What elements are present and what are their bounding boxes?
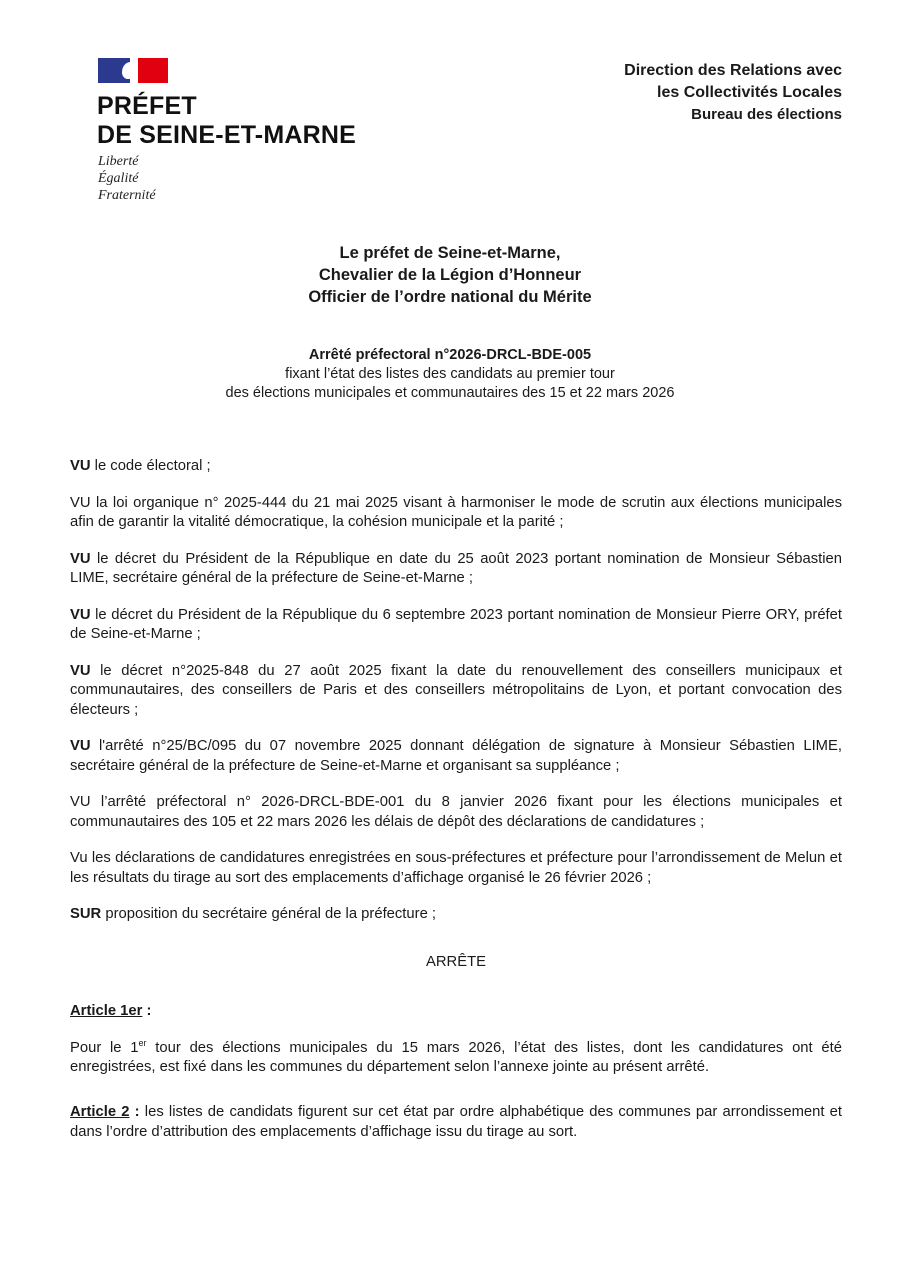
french-flag-logo: [98, 58, 168, 83]
visa-paragraph: [70, 905, 842, 925]
arrete-number: Arrêté préfectoral n°2026-DRCL-BDE-005: [308, 347, 592, 363]
visa-text: l'arrêté n°25/BC/095 du 07 novembre 2025 donnant délégation de signature à Monsieur Sébastien LIME, secrétaire général de la préfecture de Seine-et-Marne et organisant sa suppléance ;: [70, 738, 847, 774]
visa-lead: VU: [70, 458, 91, 474]
visa-lead: Vu: [70, 850, 88, 866]
visa-paragraph: [70, 793, 847, 832]
visa-paragraph: [70, 662, 847, 721]
article-1-heading: [70, 1002, 842, 1022]
motto-egalite: Égalité: [98, 171, 139, 186]
arrete-subject-1: fixant l’état des listes des candidats au premier tour: [285, 366, 615, 382]
article-2-text: les listes de candidats figurent sur cet état par ordre alphabétique des communes par arrondissement et dans l’ordre d’attribution des emplacements d’affichage issu du tirage au sort.: [70, 1104, 842, 1140]
prefect-title: [0, 242, 900, 308]
visa-paragraph: [70, 849, 847, 888]
department-line-1: Direction des Relations avec: [624, 62, 842, 79]
document-body: [70, 457, 847, 1159]
visas-list: [70, 457, 847, 925]
article-1-title: Article 1er: [70, 1003, 143, 1019]
article-2: [70, 1103, 842, 1142]
visa-lead: VU: [70, 550, 91, 567]
republic-motto: [98, 153, 156, 204]
department-header: [624, 60, 842, 126]
visa-text: le décret du Président de la République en date du 25 août 2023 portant nomination de Monsieur Sébastien LIME, secrétaire général de la préfecture de Seine-et-Marne ;: [70, 550, 847, 586]
colon: :: [129, 1104, 140, 1121]
visa-text: le décret du Président de la République du 6 septembre 2023 portant nomination de Monsieur Pierre ORY, préfet de Seine-et-Marne ;: [70, 606, 847, 642]
visa-paragraph: [70, 550, 847, 589]
visa-paragraph: [70, 457, 842, 477]
arrete-heading: [0, 346, 900, 403]
org-line-1: PRÉFET: [97, 92, 197, 120]
prefecture-name: [97, 92, 356, 150]
arrete-subject-2: des élections municipales et communautaires des 15 et 22 mars 2026: [225, 385, 675, 401]
visa-text: l’arrêté préfectoral n° 2026-DRCL-BDE-001 du 8 janvier 2026 fixant pour les élections municipales et communautaires des 105 et 22 mars 2026 les délais de dépôt des déclarations de candidatures ;: [70, 794, 847, 830]
visa-text: le décret n°2025-848 du 27 août 2025 fixant la date du renouvellement des conseillers municipaux et communautaires, des conseillers de Paris et des conseillers métropolitains de Lyon, et portant convocation des électeurs ;: [70, 662, 847, 718]
text: Pour le 1: [70, 1039, 139, 1056]
visa-lead: VU: [70, 494, 91, 511]
visa-text: la loi organique n° 2025-444 du 21 mai 2025 visant à harmoniser le mode de scrutin aux élections municipales afin de garantir la vitalité démocratique, la cohésion municipale et la parité ;: [70, 494, 847, 530]
visa-lead: VU: [70, 794, 91, 810]
superscript: er: [138, 1037, 147, 1048]
colon: :: [142, 1003, 152, 1019]
text: tour des élections municipales du 15 mars 2026, l’état des listes, dont les candidatures ont été enregistrées, est fixé dans les communes du département selon l’annexe jointe au présent arrêté.: [70, 1039, 842, 1075]
decision-heading: ARRÊTE: [425, 953, 487, 970]
visa-paragraph: [70, 606, 847, 645]
title-line-3: Officier de l’ordre national du Mérite: [308, 288, 592, 306]
motto-fraternite: Fraternité: [98, 188, 156, 203]
visa-text: les déclarations de candidatures enregistrées en sous-préfectures et préfecture pour l’arrondissement de Melun et les résultats du tirage au sort des emplacements d’affichage organisé le 26 février 2026 ;: [70, 850, 847, 886]
visa-lead: SUR: [70, 906, 102, 922]
department-line-2: les Collectivités Locales: [657, 84, 842, 101]
visa-lead: VU: [70, 606, 91, 623]
article-2-title: Article 2: [70, 1104, 130, 1121]
article-1-text: [70, 1034, 842, 1078]
bureau-name: Bureau des élections: [691, 106, 842, 123]
visa-text: proposition du secrétaire général de la préfecture ;: [101, 906, 437, 922]
title-line-1: Le préfet de Seine-et-Marne,: [339, 244, 561, 262]
visa-paragraph: [70, 494, 847, 533]
visa-lead: VU: [70, 738, 91, 754]
title-line-2: Chevalier de la Légion d’Honneur: [318, 266, 582, 284]
visa-lead: VU: [70, 662, 91, 679]
visa-paragraph: [70, 737, 847, 776]
visa-text: le code électoral ;: [90, 458, 211, 474]
org-line-2: DE SEINE-ET-MARNE: [97, 121, 356, 149]
motto-liberte: Liberté: [98, 154, 139, 169]
